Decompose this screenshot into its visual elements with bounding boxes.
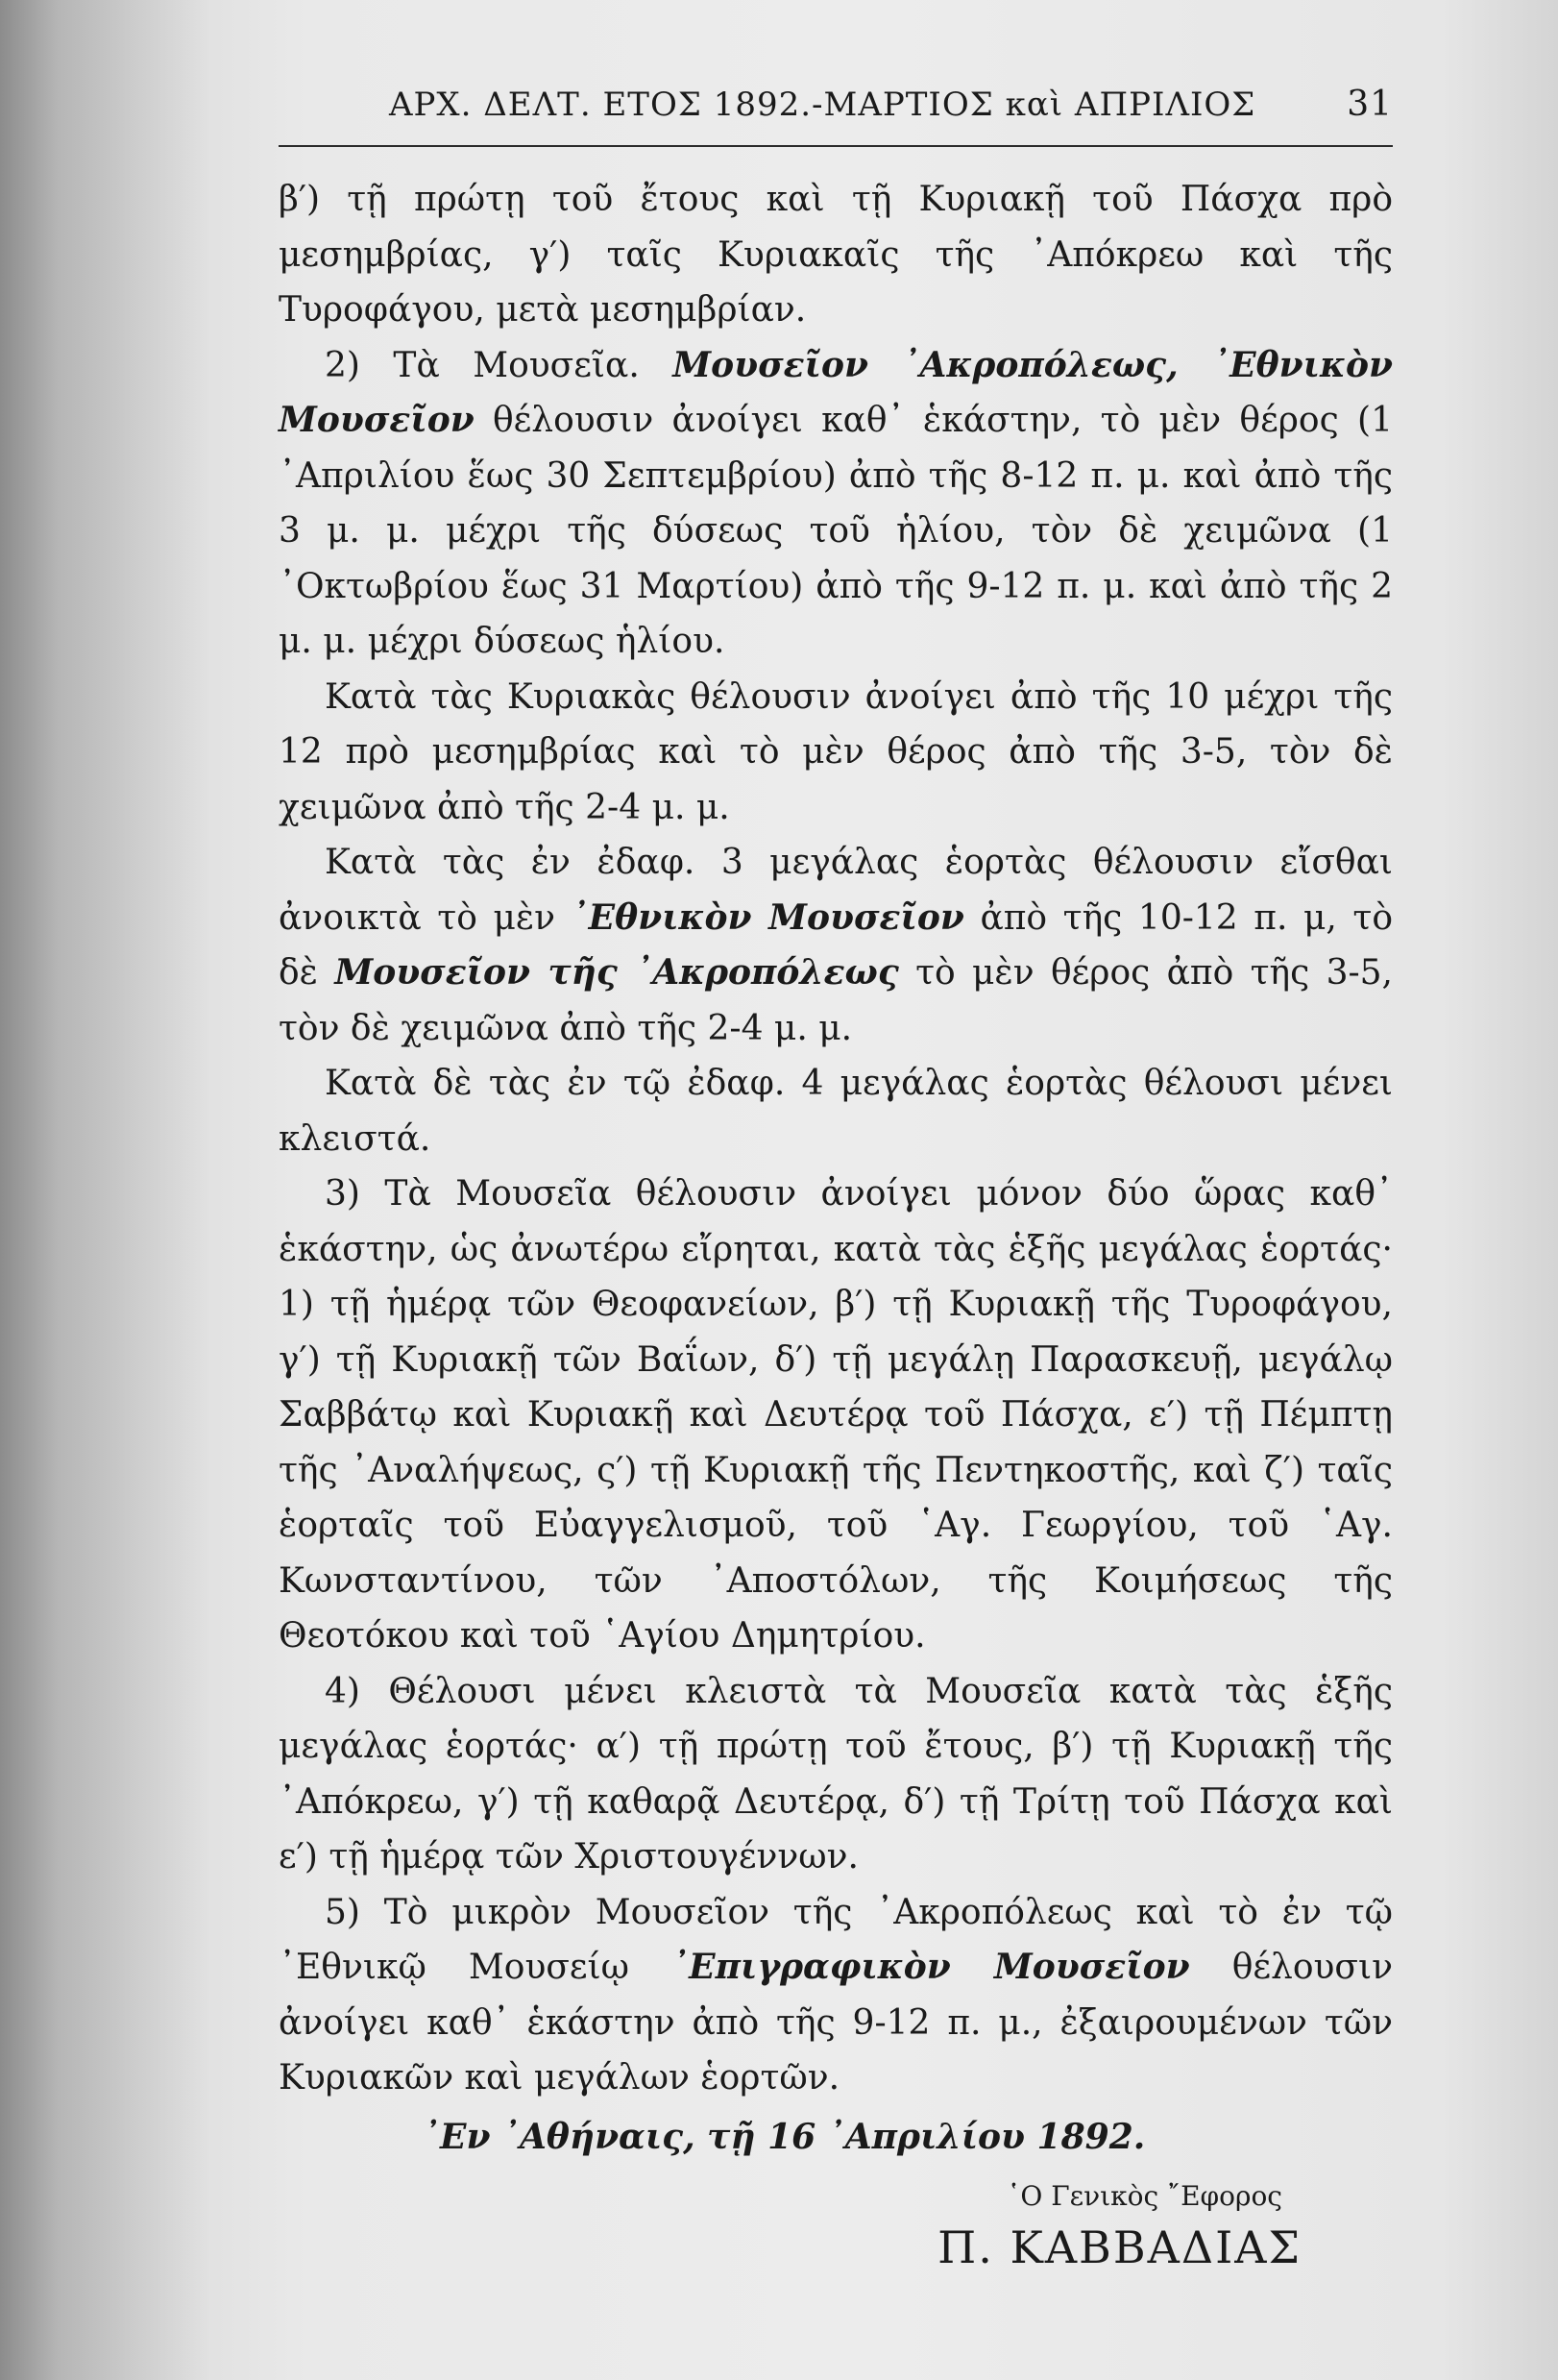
paragraph-4-part-a: Κατὰ τὰς ἐν ἐδαφ. 3 μεγάλας ἑορτὰς θέλουσιν εἴσθαι ἀνοικτὰ τὸ μὲν <box>279 843 1393 938</box>
paragraph-7: 4) Θέλουσι μένει κλειστὰ τὰ Μουσεῖα κατὰ τὰς ἑξῆς μεγάλας ἑορτάς· α′) τῇ πρώτῃ τοῦ ἔτους, β′) τῇ Κυριακῇ τῆς ᾿Απόκρεω, γ′) τῇ καθαρᾷ Δευτέρᾳ, δ′) τῇ Τρίτῃ τοῦ Πάσχα καὶ ε′) τῇ ἡμέρᾳ τῶν Χριστουγέννων. <box>279 1671 1393 1877</box>
paragraph-4-emphasis-1: ᾿Εθνικὸν Μουσεῖον <box>571 896 964 938</box>
paragraph-2-lead: 2) Τὰ Μουσεῖα. <box>325 345 640 385</box>
paragraph-3: Κατὰ τὰς Κυριακὰς θέλουσιν ἀνοίγει ἀπὸ τῆς 10 μέχρι τῆς 12 πρὸ μεσημβρίας καὶ τὸ μὲν θέρος ἀπὸ τῆς 3-5, τὸν δὲ χειμῶνα ἀπὸ τῆς 2-4 μ. μ. <box>279 676 1393 827</box>
running-header <box>279 58 1393 147</box>
paragraph-4 <box>279 835 1393 1056</box>
paragraph-4-part-b: ἀπὸ τῆς 10-12 π. μ, τὸ δὲ <box>279 897 1393 993</box>
place-date-line: ᾿Εν ᾿Αθήναις, τῇ 16 ᾿Απριλίου 1892. <box>423 2116 1146 2157</box>
body-text <box>279 172 1393 2106</box>
paragraph-8-part-b: θέλουσιν ἀνοίγει καθ᾿ ἑκάστην ἀπὸ τῆς 9-12 π. μ., ἐξαιρουμένων τῶν Κυριακῶν καὶ μεγάλων ἑορτῶν. <box>279 1948 1393 2098</box>
paragraph-4-part-c: τὸ μὲν θέρος ἀπὸ τῆς 3-5, τὸν δὲ χειμῶνα ἀπὸ τῆς 2-4 μ. μ. <box>279 953 1393 1048</box>
signatory-role: ῾Ο Γενικὸς ῎Εφορος <box>1007 2179 1282 2212</box>
paragraph-2-rest: θέλουσιν ἀνοίγει καθ᾿ ἑκάστην, τὸ μὲν θέρος (1 ᾿Απριλίου ἕως 30 Σεπτεμβρίου) ἀπὸ τῆς 8-12 π. μ. καὶ ἀπὸ τῆς 3 μ. μ. μέχρι τῆς δύσεως τοῦ ἡλίου, τὸν δὲ χειμῶνα (1 ᾿Οκτωβρίου ἕως 31 Μαρτίου) ἀπὸ τῆς 9-12 π. μ. καὶ ἀπὸ τῆς 2 μ. μ. μέχρι δύσεως ἡλίου. <box>279 401 1393 661</box>
page-text-block <box>279 58 1393 2273</box>
paragraph-1: β′) τῇ πρώτῃ τοῦ ἔτους καὶ τῇ Κυριακῇ τοῦ Πάσχα πρὸ μεσημβρίας, γ′) ταῖς Κυριακαῖς τῆς ᾿Απόκρεω καὶ τῆς Τυροφάγου, μετὰ μεσημβρίαν. <box>279 180 1393 330</box>
paragraph-2 <box>279 338 1393 670</box>
page-number: 31 <box>1347 85 1393 124</box>
paragraph-4-emphasis-2: Μουσεῖον τῆς ᾿Ακροπόλεως <box>334 952 899 993</box>
header-title: ΑΡΧ. ΔΕΛΤ. ΕΤΟΣ 1892.-ΜΑΡΤΙΟΣ καὶ ΑΠΡΙΛΙΟΣ <box>389 86 1256 124</box>
paragraph-8 <box>279 1885 1393 2106</box>
paragraph-8-emphasis: ᾿Επιγραφικὸν Μουσεῖον <box>671 1947 1190 1987</box>
paragraph-6: 3) Τὰ Μουσεῖα θέλουσιν ἀνοίγει μόνον δύο ὥρας καθ᾿ ἑκάστην, ὡς ἀνωτέρω εἴρηται, κατὰ τὰς ἑξῆς μεγάλας ἑορτάς· 1) τῇ ἡμέρᾳ τῶν Θεοφανείων, β′) τῇ Κυριακῇ τῆς Τυροφάγου, γ′) τῇ Κυριακῇ τῶν Βαΐων, δ′) τῇ μεγάλῃ Παρασκευῇ, μεγάλῳ Σαββάτῳ καὶ Κυριακῇ καὶ Δευτέρᾳ τοῦ Πάσχα, ε′) τῇ Πέμπτῃ τῆς ᾿Αναλήψεως, ς′) τῇ Κυριακῇ τῆς Πεντηκοστῆς, καὶ ζ′) ταῖς ἑορταῖς τοῦ Εὐαγγελισμοῦ, τοῦ ῾Αγ. Γεωργίου, τοῦ ῾Αγ. Κωνσταντίνου, τῶν ᾿Αποστόλων, τῆς Κοιμήσεως τῆς Θεοτόκου καὶ τοῦ ῾Αγίου Δημητρίου. <box>279 1174 1393 1656</box>
paragraph-2-emphasis: Μουσεῖον ᾿Ακροπόλεως, ᾿Εθνικὸν Μουσεῖον <box>279 344 1394 440</box>
signatory-name: Π. ΚΑΒΒΑΔΙΑΣ <box>937 2221 1302 2273</box>
paragraph-8-part-a: 5) Τὸ μικρὸν Μουσεῖον τῆς ᾿Ακροπόλεως καὶ τὸ ἐν τῷ ᾿Εθνικῷ Μουσείῳ <box>279 1892 1393 1987</box>
paragraph-5: Κατὰ δὲ τὰς ἐν τῷ ἐδαφ. 4 μεγάλας ἑορτὰς θέλουσι μένει κλειστά. <box>279 1064 1393 1159</box>
